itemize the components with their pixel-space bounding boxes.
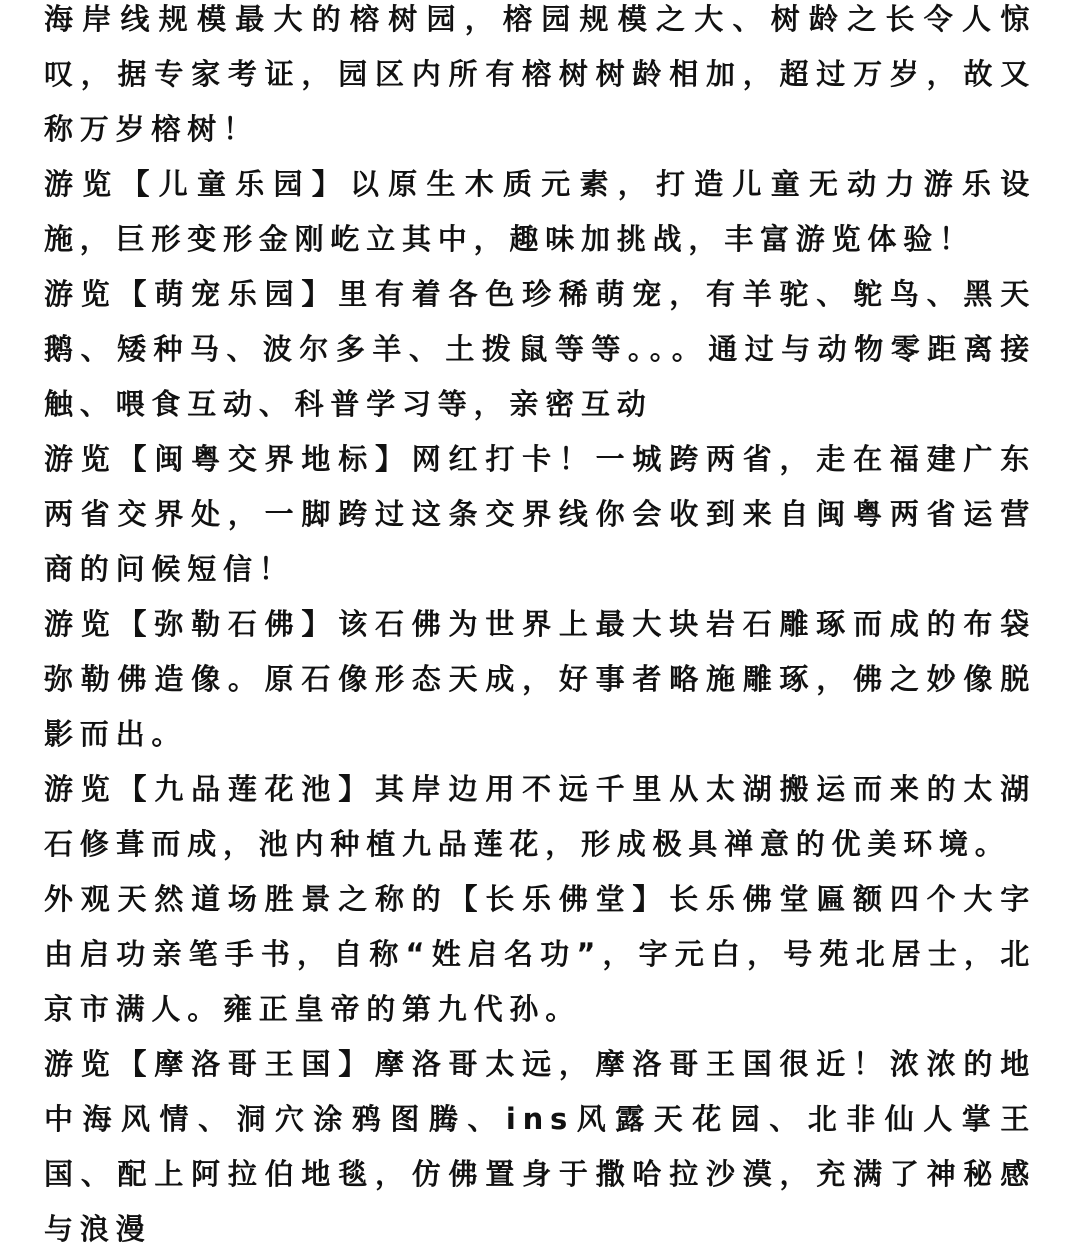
paragraph-pet-park: 游览【萌宠乐园】里有着各色珍稀萌宠，有羊驼、鸵鸟、黑天鹅、矮种马、波尔多羊、土拨鼠等等。。。通过与动物零距离接触、喂食互动、科普学习等，亲密互动 bbox=[44, 277, 1036, 421]
paragraph-morocco-kingdom: 游览【摩洛哥王国】摩洛哥太远，摩洛哥王国很近！浓浓的地中海风情、洞穴涂鸦图腾、ins风露天花园、北非仙人掌王国、配上阿拉伯地毯，仿佛置身于撒哈拉沙漠，充满了神秘感与浪漫 bbox=[44, 1047, 1036, 1246]
paragraph-maitreya-buddha: 游览【弥勒石佛】该石佛为世界上最大块岩石雕琢而成的布袋弥勒佛造像。原石像形态天成，好事者略施雕琢，佛之妙像脱影而出。 bbox=[44, 607, 1036, 751]
paragraph-children-park: 游览【儿童乐园】以原生木质元素，打造儿童无动力游乐设施，巨形变形金刚屹立其中，趣味加挑战，丰富游览体验！ bbox=[44, 167, 1036, 256]
article-body bbox=[44, 0, 1036, 1257]
paragraph-border-landmark: 游览【闽粤交界地标】网红打卡！一城跨两省，走在福建广东两省交界处，一脚跨过这条交界线你会收到来自闽粤两省运营商的问候短信！ bbox=[44, 442, 1036, 586]
paragraph-banyan-garden: 海岸线规模最大的榕树园，榕园规模之大、树龄之长令人惊叹，据专家考证，园区内所有榕树树龄相加，超过万岁，故又称万岁榕树！ bbox=[44, 2, 1036, 146]
paragraph-changle-hall: 外观天然道场胜景之称的【长乐佛堂】长乐佛堂匾额四个大字由启功亲笔手书，自称“姓启名功”，字元白，号苑北居士，北京市满人。雍正皇帝的第九代孙。 bbox=[44, 882, 1036, 1026]
paragraph-lotus-pond: 游览【九品莲花池】其岸边用不远千里从太湖搬运而来的太湖石修葺而成，池内种植九品莲花，形成极具禅意的优美环境。 bbox=[44, 772, 1036, 861]
